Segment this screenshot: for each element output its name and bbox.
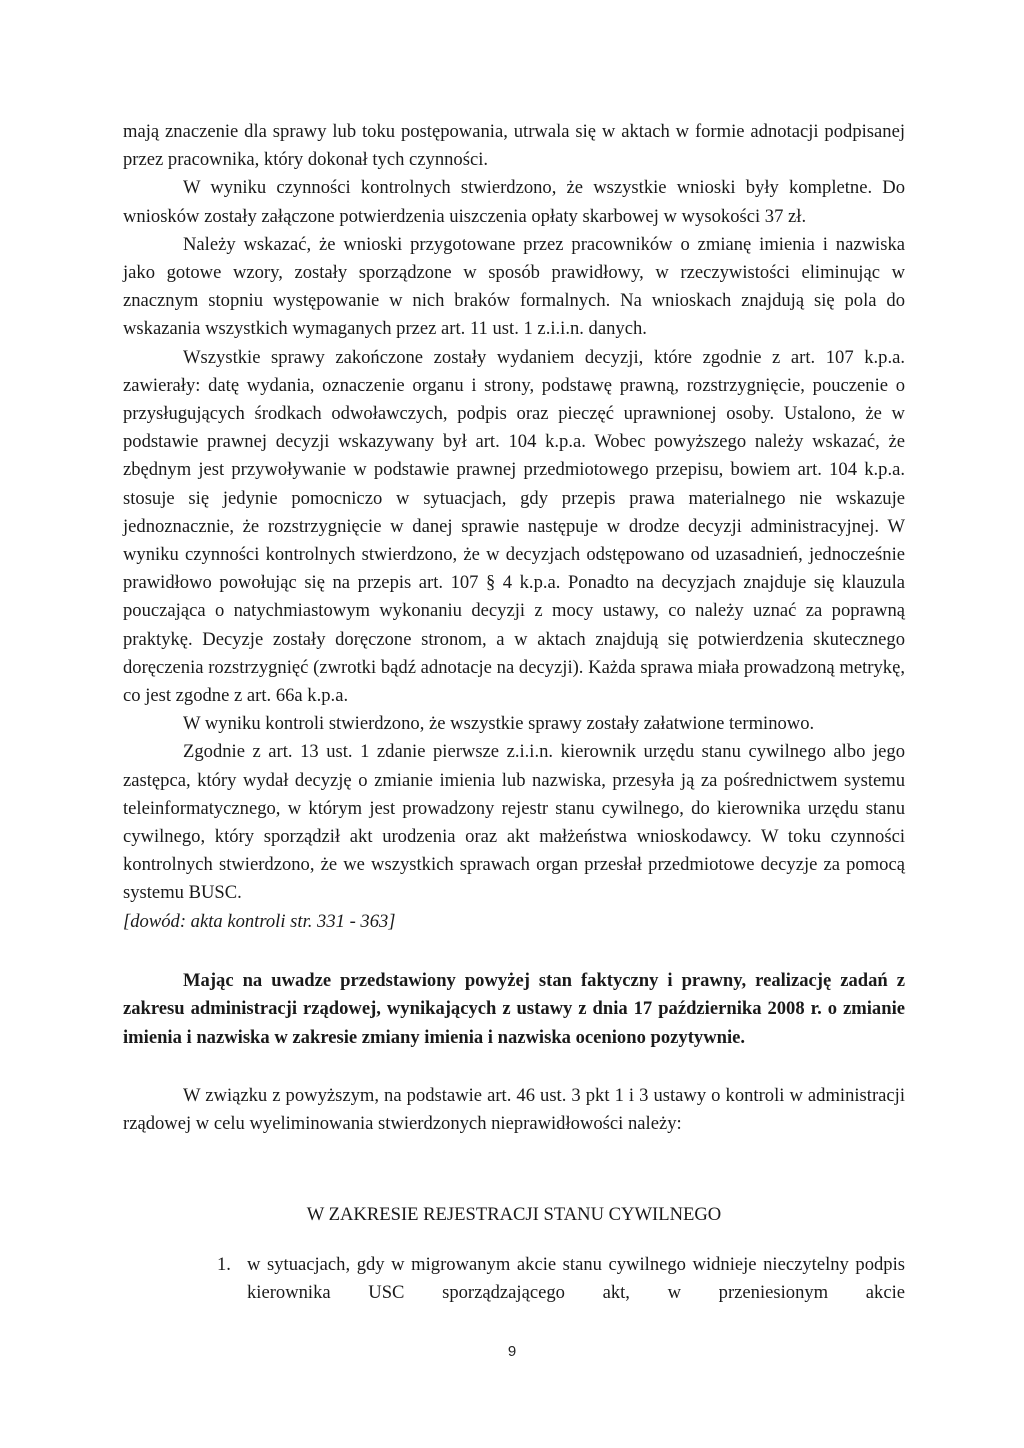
document-page bbox=[123, 118, 905, 1307]
recommendations-intro: W związku z powyższym, na podstawie art. 46 ust. 3 pkt 1 i 3 ustawy o kontroli w administracji rządowej w celu wyeliminowania stwierdzonych nieprawidłowości należy: bbox=[123, 1085, 905, 1135]
assessment-summary: Mając na uwadze przedstawiony powyżej stan faktyczny i prawny, realizację zadań z zakresu administracji rządowej, wynikających z ustawy z dnia 17 października 2008 r. o zmianie imienia i nazwiska w zakresie zmiany imienia i nazwiska oceniono pozytywnie. bbox=[123, 969, 905, 1048]
list-item-text: w sytuacjach, gdy w migrowanym akcie stanu cywilnego widnieje nieczytelny podpis kierownika USC sporządzającego akt, w przeniesionym akcie bbox=[247, 1253, 905, 1303]
recommendations-list bbox=[123, 1251, 905, 1307]
paragraph-transmission: Zgodnie z art. 13 ust. 1 zdanie pierwsze z.i.i.n. kierownik urzędu stanu cywilnego albo jego zastępca, który wydał decyzję o zmianie imienia lub nazwiska, przesyła ją za pośrednictwem systemu teleinformatycznego, w którym jest prowadzony rejestr stanu cywilnego, do kierownika urzędu stanu cywilnego, który sporządził akt urodzenia oraz akt małżeństwa wnioskodawcy. W toku czynności kontrolnych stwierdzono, że we wszystkich sprawach organ przesłał przedmiotowe decyzje za pomocą systemu BUSC. bbox=[123, 741, 905, 904]
paragraph-completeness: W wyniku czynności kontrolnych stwierdzono, że wszystkie wnioski były kompletne. Do wniosków zostały załączone potwierdzenia uiszczenia opłaty skarbowej w wysokości 37 zł. bbox=[123, 177, 905, 227]
paragraph-continuation: mają znaczenie dla sprawy lub toku postępowania, utrwala się w aktach w formie adnotacji podpisanej przez pracownika, który dokonał tych czynności. bbox=[123, 121, 905, 171]
section-heading: W ZAKRESIE REJESTRACJI STANU CYWILNEGO bbox=[306, 1203, 722, 1225]
evidence-reference: [dowód: akta kontroli str. 331 - 363] bbox=[123, 910, 396, 932]
paragraph-timeliness: W wyniku kontroli stwierdzono, że wszystkie sprawy zostały załatwione terminowo. bbox=[183, 713, 815, 735]
list-item bbox=[123, 1251, 905, 1307]
page-number: 9 bbox=[507, 1343, 517, 1360]
paragraph-application-forms: Należy wskazać, że wnioski przygotowane przez pracowników o zmianę imienia i nazwiska jako gotowe wzory, zostały sporządzone w sposób prawidłowy, w rzeczywistości eliminując w znacznym stopniu występowanie w nich braków formalnych. Na wnioskach znajdują się pola do wskazania wszystkich wymaganych przez art. 11 ust. 1 z.i.i.n. danych. bbox=[123, 233, 905, 340]
paragraph-decisions: Wszystkie sprawy zakończone zostały wydaniem decyzji, które zgodnie z art. 107 k.p.a. zawierały: datę wydania, oznaczenie organu i strony, podstawę prawną, rozstrzygnięcie, pouczenie o przysługujących środkach odwoławczych, podpis oraz pieczęć uprawnionej osoby. Ustalono, że w podstawie prawnej decyzji wskazywany był art. 104 k.p.a. Wobec powyższego należy wskazać, że zbędnym jest przywoływanie w podstawie prawnej przedmiotowego przepisu, bowiem art. 104 k.p.a. stosuje się jedynie pomocniczo w sytuacjach, gdy przepis prawa materialnego nie wskazuje jednoznacznie, że rozstrzygnięcie w danej sprawie następuje w drodze decyzji administracyjnej. W wyniku czynności kontrolnych stwierdzono, że w decyzjach odstępowano od uzasadnień, jednocześnie prawidłowo powołując się na przepis art. 107 § 4 k.p.a. Ponadto na decyzjach znajduje się klauzula pouczająca o natychmiastowym wykonaniu decyzji z mocy ustawy, co należy uznać za poprawną praktykę. Decyzje zostały doręczone stronom, a w aktach znajdują się potwierdzenia skutecznego doręczenia rozstrzygnięć (zwrotki bądź adnotacje na decyzji). Każda sprawa miała prowadzoną metrykę, co jest zgodne z art. 66a k.p.a. bbox=[123, 346, 905, 707]
list-item-number: 1. bbox=[217, 1253, 231, 1275]
